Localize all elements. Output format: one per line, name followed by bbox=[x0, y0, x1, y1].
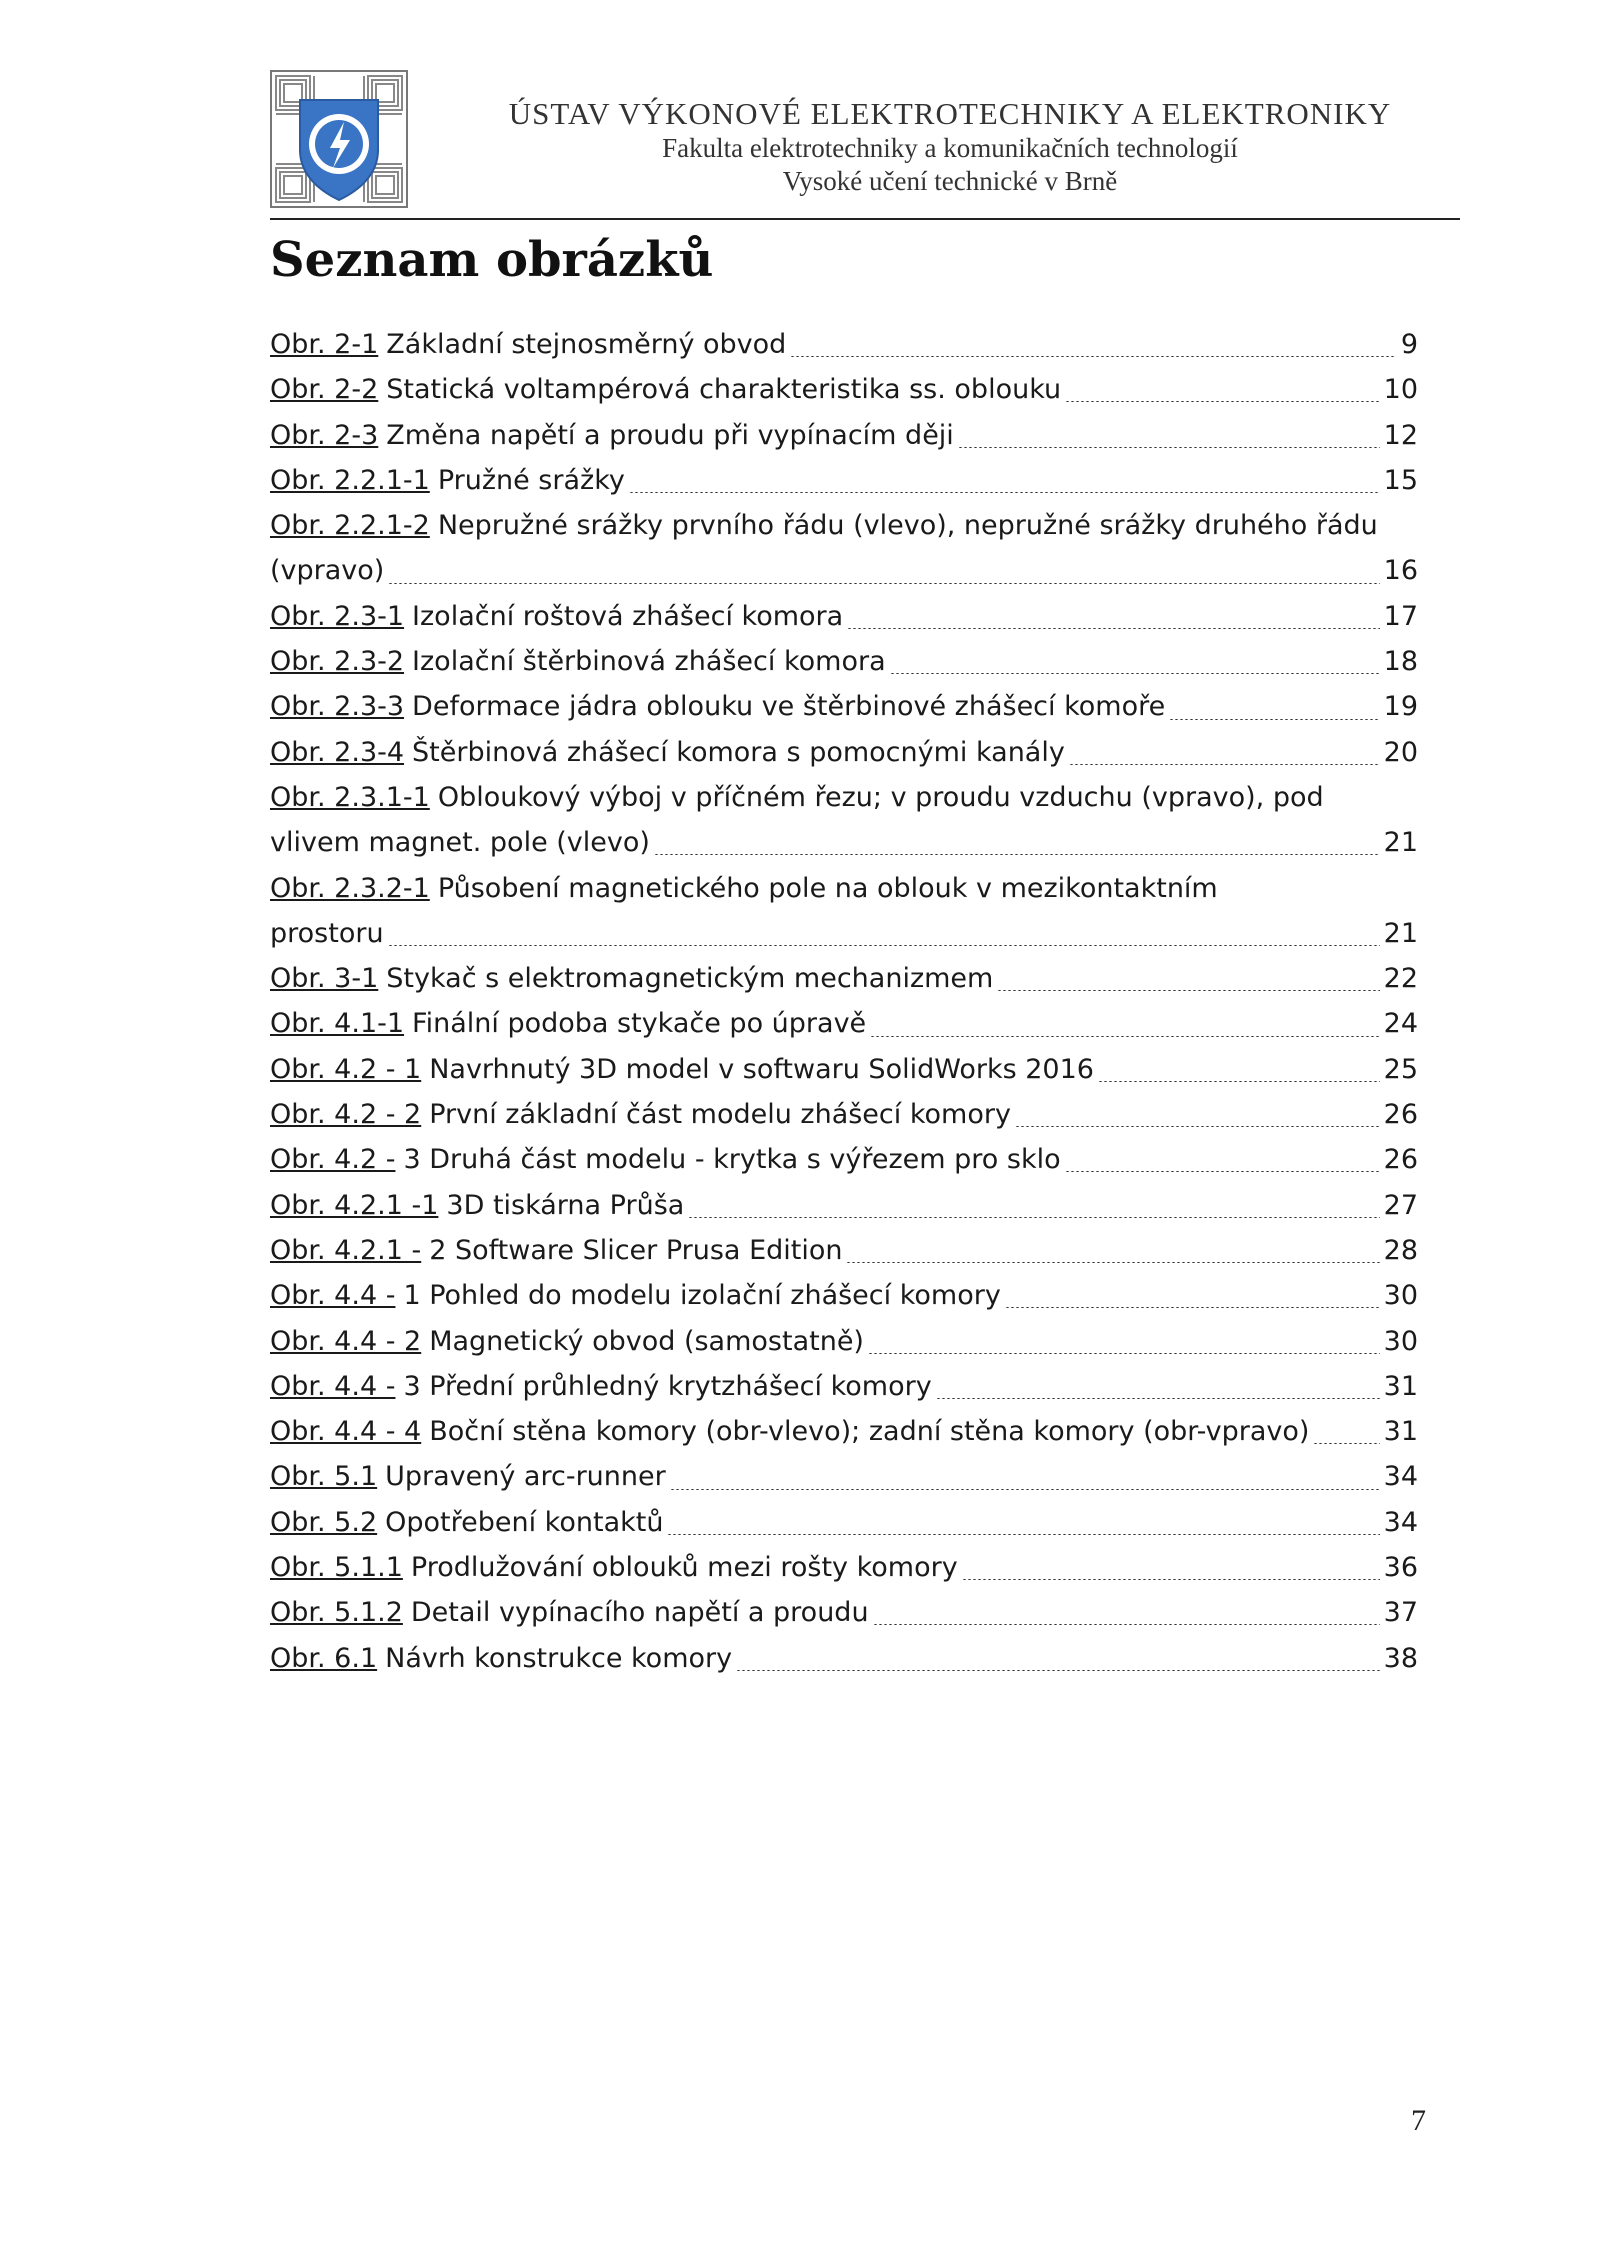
figure-entry[interactable] bbox=[270, 1092, 1418, 1137]
figure-ref-link[interactable]: Obr. 2.2.1-2 bbox=[270, 510, 430, 542]
figure-ref-link[interactable]: Obr. 2-3 bbox=[270, 419, 379, 451]
figure-ref-link[interactable]: Obr. 5.1 bbox=[270, 1461, 378, 1493]
dot-leader bbox=[388, 945, 1380, 946]
figure-page-number: 20 bbox=[1383, 736, 1418, 768]
figure-page-number: 18 bbox=[1383, 646, 1418, 678]
figure-caption: Magnetický obvod (samostatně) bbox=[429, 1325, 864, 1357]
figure-page-number: 12 bbox=[1383, 419, 1418, 451]
figure-ref-link[interactable]: Obr. 5.1.1 bbox=[270, 1552, 403, 1584]
figure-page-number: 21 bbox=[1383, 827, 1418, 859]
figure-entry[interactable] bbox=[270, 1500, 1418, 1545]
dot-leader bbox=[667, 1534, 1379, 1535]
figure-caption: Opotřebení kontaktů bbox=[385, 1506, 664, 1538]
figure-entry[interactable] bbox=[270, 1273, 1418, 1318]
figure-entry[interactable] bbox=[270, 503, 1418, 548]
figure-ref-link[interactable]: Obr. 3-1 bbox=[270, 963, 379, 995]
figure-entry[interactable] bbox=[270, 1047, 1418, 1092]
figure-page-number: 16 bbox=[1383, 555, 1418, 587]
figure-entry[interactable] bbox=[270, 775, 1418, 820]
figure-ref-link[interactable]: Obr. 4.4 - bbox=[270, 1370, 396, 1402]
figure-entry[interactable] bbox=[270, 413, 1418, 458]
figure-caption: Pružné srážky bbox=[437, 464, 625, 496]
header-text bbox=[445, 96, 1455, 198]
figure-caption: Obloukový výboj v příčném řezu; v proudu vzduchu (vpravo), pod bbox=[437, 781, 1324, 813]
figure-caption: 3 Druhá část modelu - krytka s výřezem pro sklo bbox=[403, 1144, 1061, 1176]
figure-caption: Navrhnutý 3D model v softwaru SolidWorks 2016 bbox=[429, 1053, 1094, 1085]
figure-page-number: 26 bbox=[1383, 1144, 1418, 1176]
figure-caption: Deformace jádra oblouku ve štěrbinové zhášecí komoře bbox=[412, 691, 1166, 723]
figure-entry[interactable] bbox=[270, 1545, 1418, 1590]
figure-caption-continuation: prostoru bbox=[270, 917, 384, 949]
figure-caption: Prodlužování oblouků mezi rošty komory bbox=[410, 1552, 958, 1584]
figure-entry[interactable] bbox=[270, 1636, 1418, 1681]
figure-page-number: 26 bbox=[1383, 1099, 1418, 1131]
figure-entry-continuation bbox=[270, 911, 1418, 956]
dot-leader bbox=[962, 1579, 1380, 1580]
figure-ref-link[interactable]: Obr. 4.2 - 1 bbox=[270, 1053, 422, 1085]
figure-entry[interactable] bbox=[270, 1409, 1418, 1454]
figure-entry[interactable] bbox=[270, 1228, 1418, 1273]
header-divider bbox=[270, 218, 1460, 220]
dot-leader bbox=[1065, 1171, 1380, 1172]
figure-entry[interactable] bbox=[270, 367, 1418, 412]
figure-caption: Statická voltampérová charakteristika ss. oblouku bbox=[386, 374, 1062, 406]
dot-leader bbox=[790, 356, 1394, 357]
figure-page-number: 24 bbox=[1383, 1008, 1418, 1040]
dot-leader bbox=[388, 583, 1379, 584]
figure-entry[interactable] bbox=[270, 1319, 1418, 1364]
lightning-shield-logo-icon bbox=[270, 70, 408, 208]
dot-leader bbox=[958, 447, 1380, 448]
figure-page-number: 31 bbox=[1383, 1370, 1418, 1402]
figure-ref-link[interactable]: Obr. 4.2.1 - bbox=[270, 1234, 422, 1266]
figure-caption: Upravený arc-runner bbox=[385, 1461, 666, 1493]
figure-page-number: 38 bbox=[1383, 1642, 1418, 1674]
figure-page-number: 30 bbox=[1383, 1280, 1418, 1312]
figure-caption: 3 Přední průhledný krytzhášecí komory bbox=[403, 1370, 932, 1402]
figure-ref-link[interactable]: Obr. 4.4 - 2 bbox=[270, 1325, 422, 1357]
figure-caption: Návrh konstrukce komory bbox=[385, 1642, 733, 1674]
figure-page-number: 21 bbox=[1383, 917, 1418, 949]
dot-leader bbox=[688, 1217, 1379, 1218]
figure-page-number: 27 bbox=[1383, 1189, 1418, 1221]
figure-ref-link[interactable]: Obr. 2.2.1-1 bbox=[270, 464, 430, 496]
figure-page-number: 37 bbox=[1383, 1597, 1418, 1629]
figure-ref-link[interactable]: Obr. 4.4 - 4 bbox=[270, 1416, 422, 1448]
figure-entry-continuation bbox=[270, 548, 1418, 593]
figure-ref-link[interactable]: Obr. 2.3.1-1 bbox=[270, 781, 430, 813]
figure-entry[interactable] bbox=[270, 594, 1418, 639]
figure-entry[interactable] bbox=[270, 639, 1418, 684]
figure-caption: 2 Software Slicer Prusa Edition bbox=[429, 1234, 843, 1266]
figure-caption: 1 Pohled do modelu izolační zhášecí komory bbox=[403, 1280, 1001, 1312]
dot-leader bbox=[736, 1670, 1380, 1671]
dot-leader bbox=[868, 1353, 1380, 1354]
figure-page-number: 10 bbox=[1383, 374, 1418, 406]
figure-entry[interactable] bbox=[270, 1590, 1418, 1635]
figure-page-number: 17 bbox=[1383, 600, 1418, 632]
figure-ref-link[interactable]: Obr. 4.1-1 bbox=[270, 1008, 405, 1040]
figure-ref-link[interactable]: Obr. 2.3.2-1 bbox=[270, 872, 430, 904]
dot-leader bbox=[670, 1489, 1380, 1490]
figure-entry[interactable] bbox=[270, 1183, 1418, 1228]
figure-ref-link[interactable]: Obr. 2.3-2 bbox=[270, 646, 405, 678]
figure-caption: Boční stěna komory (obr-vlevo); zadní stěna komory (obr-vpravo) bbox=[429, 1416, 1310, 1448]
figure-entry[interactable] bbox=[270, 458, 1418, 503]
figure-entry[interactable] bbox=[270, 866, 1418, 911]
university-name: Vysoké učení technické v Brně bbox=[782, 166, 1118, 196]
figure-page-number: 28 bbox=[1383, 1234, 1418, 1266]
figure-ref-link[interactable]: Obr. 5.1.2 bbox=[270, 1597, 403, 1629]
figure-caption: 3D tiskárna Průša bbox=[446, 1189, 685, 1221]
figure-page-number: 34 bbox=[1383, 1506, 1418, 1538]
figure-caption: Izolační roštová zhášecí komora bbox=[412, 600, 844, 632]
dot-leader bbox=[870, 1036, 1379, 1037]
figure-ref-link[interactable]: Obr. 6.1 bbox=[270, 1642, 378, 1674]
dot-leader bbox=[654, 854, 1380, 855]
figure-caption: Finální podoba stykače po úpravě bbox=[412, 1008, 867, 1040]
figure-page-number: 30 bbox=[1383, 1325, 1418, 1357]
figure-caption: Izolační štěrbinová zhášecí komora bbox=[412, 646, 886, 678]
figure-ref-link[interactable]: Obr. 4.2.1 -1 bbox=[270, 1189, 439, 1221]
dot-leader bbox=[936, 1398, 1380, 1399]
figure-page-number: 9 bbox=[1400, 329, 1418, 360]
figure-entry-continuation bbox=[270, 820, 1418, 865]
figure-entry[interactable] bbox=[270, 1001, 1418, 1046]
dot-leader bbox=[846, 1262, 1379, 1263]
dot-leader bbox=[1098, 1081, 1380, 1082]
figure-caption: Stykač s elektromagnetickým mechanizmem bbox=[386, 963, 994, 995]
figure-page-number: 15 bbox=[1383, 464, 1418, 496]
page-header bbox=[270, 70, 1460, 222]
figure-ref-link[interactable]: Obr. 2-2 bbox=[270, 374, 379, 406]
figure-page-number: 19 bbox=[1383, 691, 1418, 723]
institute-name: ÚSTAV VÝKONOVÉ ELEKTROTECHNIKY A ELEKTRONIKY bbox=[508, 96, 1392, 131]
figure-page-number: 36 bbox=[1383, 1552, 1418, 1584]
figure-entry[interactable] bbox=[270, 1454, 1418, 1499]
figure-ref-link[interactable]: Obr. 4.2 - bbox=[270, 1144, 396, 1176]
figure-entry[interactable] bbox=[270, 730, 1418, 775]
figure-ref-link[interactable]: Obr. 5.2 bbox=[270, 1506, 378, 1538]
figure-entry[interactable] bbox=[270, 1364, 1418, 1409]
figure-caption: Změna napětí a proudu při vypínacím ději bbox=[386, 419, 954, 451]
figure-caption-continuation: vlivem magnet. pole (vlevo) bbox=[270, 827, 650, 859]
figure-list bbox=[270, 322, 1418, 1681]
page-number: 7 bbox=[1411, 2104, 1426, 2137]
dot-leader bbox=[1065, 401, 1380, 402]
figure-caption: Nepružné srážky prvního řádu (vlevo), nepružné srážky druhého řádu bbox=[437, 510, 1378, 542]
figure-caption-continuation: (vpravo) bbox=[270, 555, 385, 587]
figure-ref-link[interactable]: Obr. 2-1 bbox=[270, 329, 379, 360]
dot-leader bbox=[1005, 1307, 1380, 1308]
dot-leader bbox=[629, 492, 1380, 493]
figure-page-number: 25 bbox=[1383, 1053, 1418, 1085]
figure-entry[interactable] bbox=[270, 322, 1418, 367]
dot-leader bbox=[1015, 1126, 1380, 1127]
faculty-name: Fakulta elektrotechniky a komunikačních technologií bbox=[662, 133, 1238, 163]
dot-leader bbox=[873, 1624, 1380, 1625]
figure-entry[interactable] bbox=[270, 1137, 1418, 1182]
figure-ref-link[interactable]: Obr. 2.3-1 bbox=[270, 600, 405, 632]
dot-leader bbox=[1169, 719, 1379, 720]
figure-page-number: 31 bbox=[1383, 1416, 1418, 1448]
figure-page-number: 22 bbox=[1383, 963, 1418, 995]
figure-entry[interactable] bbox=[270, 956, 1418, 1001]
figure-caption: První základní část modelu zhášecí komory bbox=[429, 1099, 1011, 1131]
figure-caption: Základní stejnosměrný obvod bbox=[386, 329, 787, 360]
figure-caption: Působení magnetického pole na oblouk v mezikontaktním bbox=[437, 872, 1218, 904]
dot-leader bbox=[847, 628, 1379, 629]
dot-leader bbox=[1313, 1443, 1379, 1444]
dot-leader bbox=[890, 673, 1380, 674]
figure-page-number: 34 bbox=[1383, 1461, 1418, 1493]
figure-ref-link[interactable]: Obr. 4.4 - bbox=[270, 1280, 396, 1312]
figure-ref-link[interactable]: Obr. 2.3-4 bbox=[270, 736, 405, 768]
figure-caption: Štěrbinová zhášecí komora s pomocnými kanály bbox=[412, 736, 1065, 768]
figure-ref-link[interactable]: Obr. 2.3-3 bbox=[270, 691, 405, 723]
figure-caption: Detail vypínacího napětí a proudu bbox=[410, 1597, 869, 1629]
page-title: Seznam obrázků bbox=[270, 232, 714, 288]
dot-leader bbox=[1069, 764, 1380, 765]
figure-ref-link[interactable]: Obr. 4.2 - 2 bbox=[270, 1099, 422, 1131]
figure-entry[interactable] bbox=[270, 684, 1418, 729]
dot-leader bbox=[997, 990, 1379, 991]
